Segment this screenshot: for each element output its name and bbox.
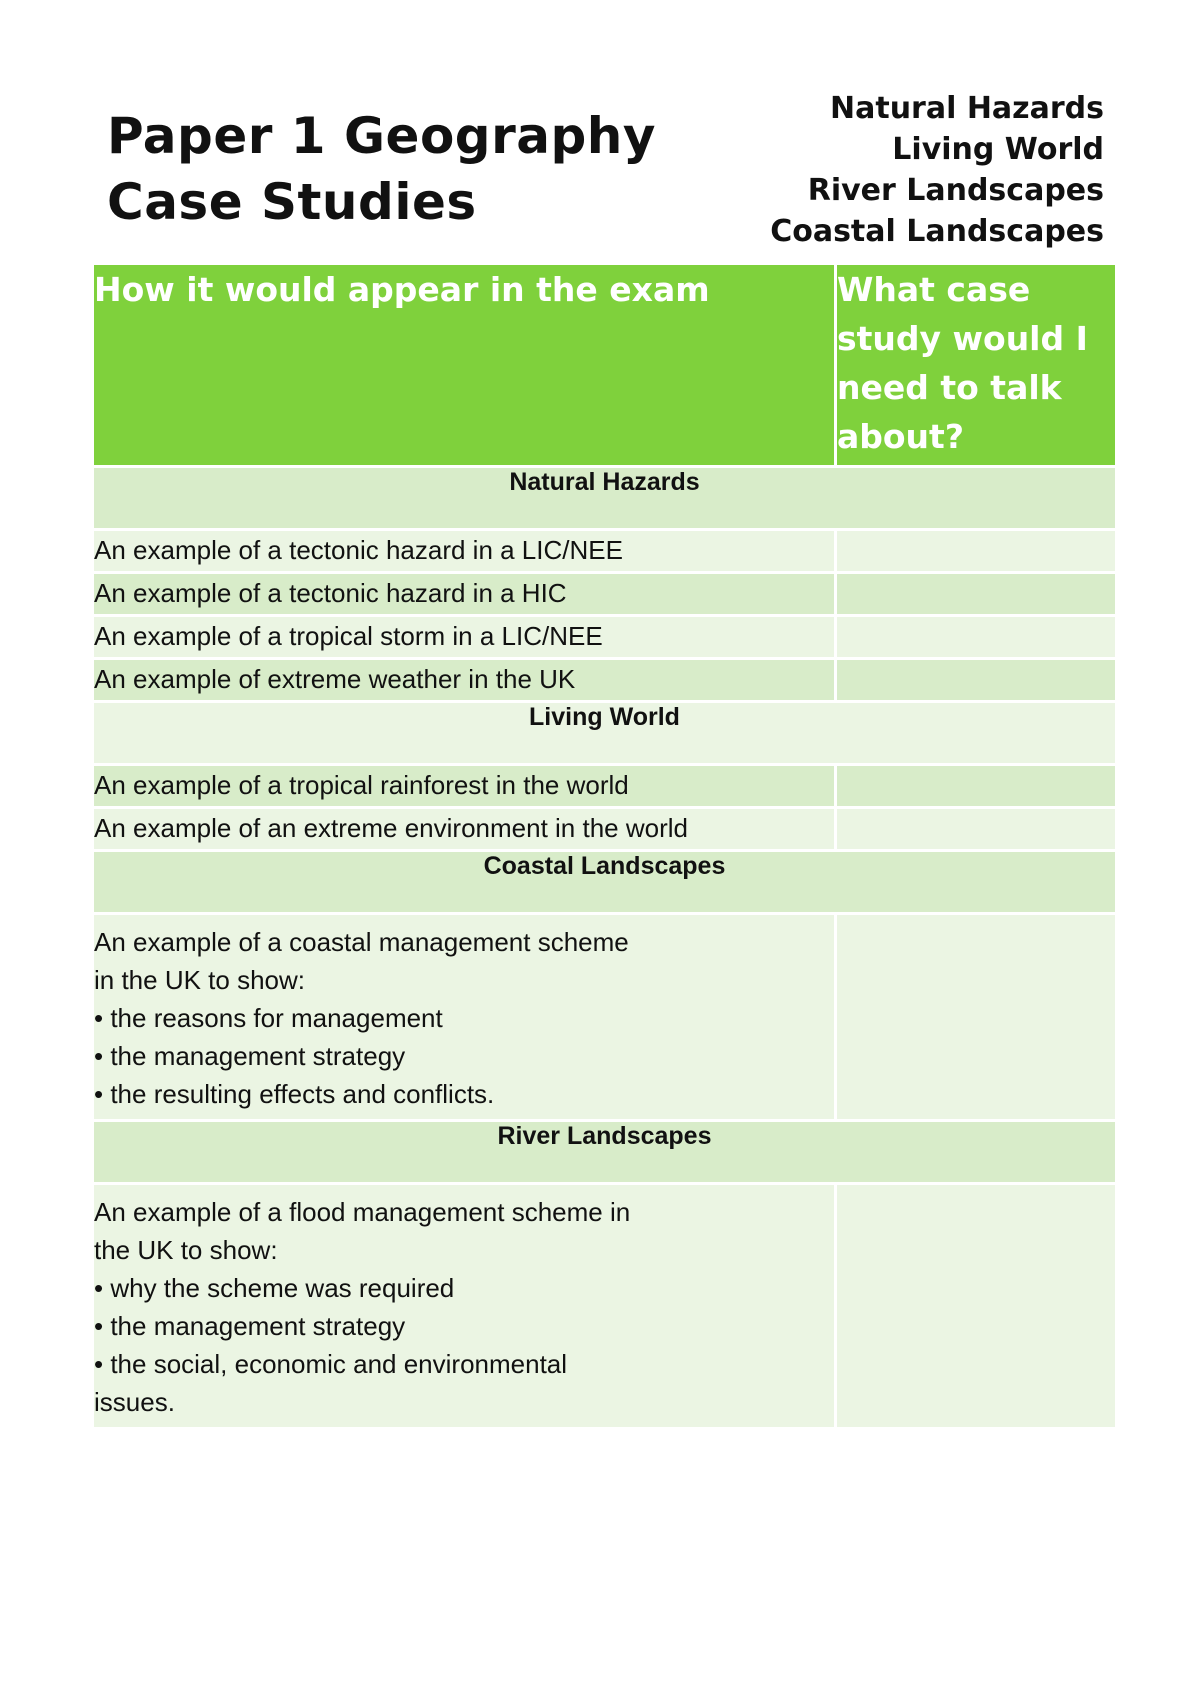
case-study-table xyxy=(91,262,1118,1430)
table-row xyxy=(93,1184,1117,1429)
exam-question: An example of a tectonic hazard in a LIC/NEE xyxy=(93,530,836,573)
page-title xyxy=(107,103,656,235)
page-title-line-1: Paper 1 Geography xyxy=(107,107,656,165)
topic-coastal-landscapes: Coastal Landscapes xyxy=(770,214,1104,249)
question-bullet: • why the scheme was required xyxy=(94,1273,455,1303)
section-title: Living World xyxy=(93,702,1117,765)
case-study-answer-cell[interactable] xyxy=(836,530,1117,573)
header-case-study-line: study would I xyxy=(837,319,1088,358)
question-bullet: • the reasons for management xyxy=(94,1003,443,1033)
page-title-line-2: Case Studies xyxy=(107,173,477,231)
exam-question: An example of a tectonic hazard in a HIC xyxy=(93,573,836,616)
case-study-answer-cell[interactable] xyxy=(836,914,1117,1121)
case-study-answer-cell[interactable] xyxy=(836,573,1117,616)
exam-question: An example of a tropical storm in a LIC/NEE xyxy=(93,616,836,659)
header-case-study-line: need to talk xyxy=(837,368,1062,407)
section-row-coastal-landscapes xyxy=(93,851,1117,914)
question-line: An example of a coastal management scheme xyxy=(94,927,629,957)
exam-question xyxy=(93,1184,836,1429)
section-row-natural-hazards xyxy=(93,467,1117,530)
exam-question xyxy=(93,914,836,1121)
table-row xyxy=(93,659,1117,702)
table-row xyxy=(93,808,1117,851)
exam-question: An example of an extreme environment in the world xyxy=(93,808,836,851)
question-bullet: • the social, economic and environmental xyxy=(94,1349,568,1379)
header-case-study xyxy=(836,264,1117,467)
exam-question: An example of extreme weather in the UK xyxy=(93,659,836,702)
question-bullet: • the management strategy xyxy=(94,1041,406,1071)
question-line: in the UK to show: xyxy=(94,965,305,995)
case-study-answer-cell[interactable] xyxy=(836,808,1117,851)
case-study-answer-cell[interactable] xyxy=(836,659,1117,702)
topic-list xyxy=(770,88,1104,252)
question-bullet: • the resulting effects and conflicts. xyxy=(94,1079,495,1109)
section-row-river-landscapes xyxy=(93,1121,1117,1184)
question-line: issues. xyxy=(94,1387,175,1417)
header-case-study-line: about? xyxy=(837,417,964,456)
exam-question: An example of a tropical rainforest in the world xyxy=(93,765,836,808)
table-row xyxy=(93,616,1117,659)
header-exam-question: How it would appear in the exam xyxy=(93,264,836,467)
section-title: River Landscapes xyxy=(93,1121,1117,1184)
question-bullet: • the management strategy xyxy=(94,1311,406,1341)
case-study-answer-cell[interactable] xyxy=(836,1184,1117,1429)
question-line: An example of a flood management scheme in xyxy=(94,1197,631,1227)
topic-river-landscapes: River Landscapes xyxy=(807,173,1104,208)
table-row xyxy=(93,765,1117,808)
section-title: Natural Hazards xyxy=(93,467,1117,530)
section-row-living-world xyxy=(93,702,1117,765)
header-case-study-line: What case xyxy=(837,270,1031,309)
case-study-answer-cell[interactable] xyxy=(836,765,1117,808)
table-row xyxy=(93,573,1117,616)
table-row xyxy=(93,530,1117,573)
table-row xyxy=(93,914,1117,1121)
topic-living-world: Living World xyxy=(892,132,1104,167)
section-title: Coastal Landscapes xyxy=(93,851,1117,914)
case-study-answer-cell[interactable] xyxy=(836,616,1117,659)
table-header-row xyxy=(93,264,1117,467)
topic-natural-hazards: Natural Hazards xyxy=(830,91,1104,126)
question-line: the UK to show: xyxy=(94,1235,278,1265)
